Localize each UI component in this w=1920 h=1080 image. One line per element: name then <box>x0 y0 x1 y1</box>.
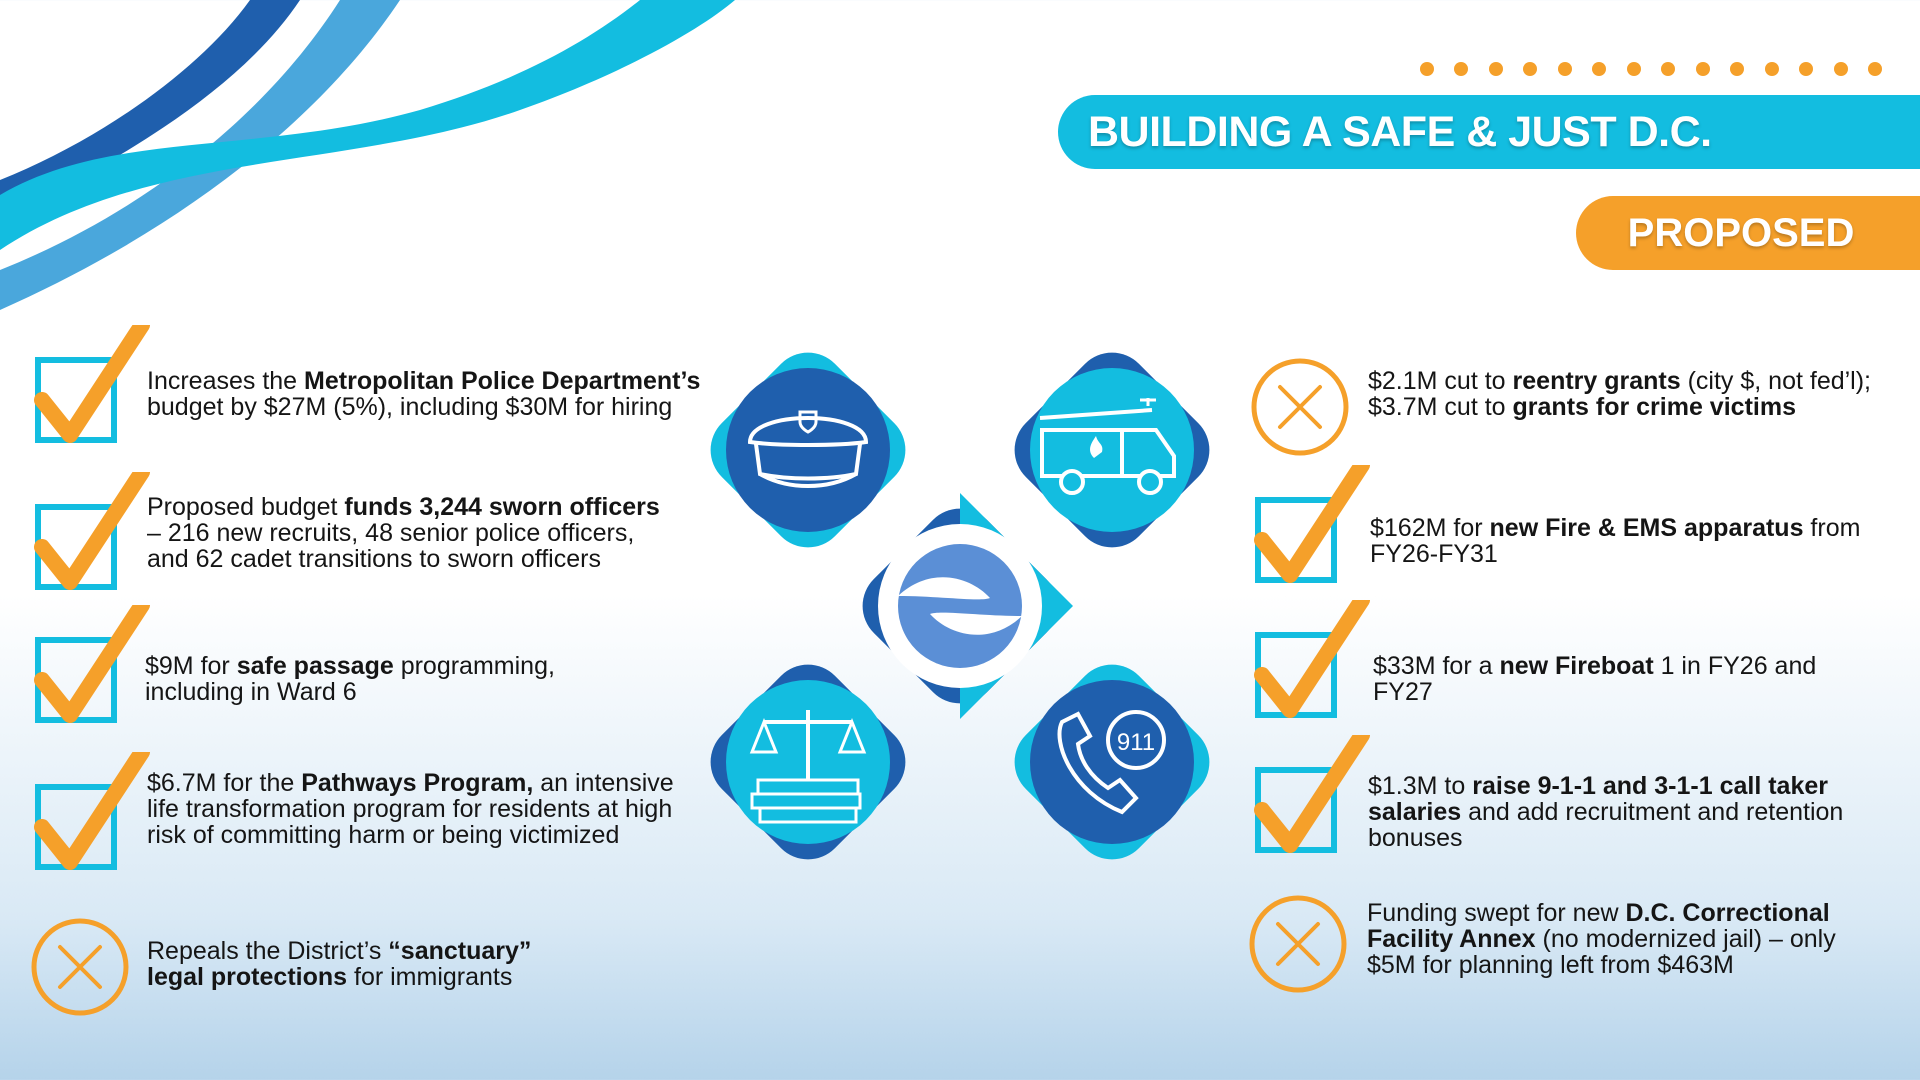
page-title: BUILDING A SAFE & JUST D.C. <box>1058 95 1920 169</box>
svg-text:911: 911 <box>1116 729 1156 756</box>
checkmark-icon <box>30 472 150 602</box>
list-item: $33M for a new Fireboat 1 in FY26 and FY27 <box>1373 652 1817 706</box>
decorative-ribbons <box>0 0 760 330</box>
cross-icon <box>28 915 132 1019</box>
police-cap-icon <box>695 337 921 563</box>
cross-icon <box>1246 892 1350 996</box>
checkmark-icon <box>1250 465 1370 595</box>
helping-hands-icon <box>847 493 1073 719</box>
checkmark-icon <box>30 605 150 735</box>
checkmark-icon <box>30 752 150 882</box>
list-item: $2.1M cut to reentry grants (city $, not fed’l); $3.7M cut to grants for crime victims <box>1368 367 1872 421</box>
status-badge: PROPOSED <box>1576 196 1920 270</box>
list-item: Funding swept for new D.C. Correctional Facility Annex (no modernized jail) – only $5M for planning left from $463M <box>1367 899 1836 979</box>
list-item: $162M for new Fire & EMS apparatus from FY26-FY31 <box>1370 514 1861 568</box>
scales-of-justice-icon <box>695 649 921 875</box>
list-item: $9M for safe passage programming, including in Ward 6 <box>145 652 555 706</box>
phone-911-icon <box>999 649 1225 875</box>
fire-truck-icon <box>999 337 1225 563</box>
list-item: Increases the Metropolitan Police Department’s budget by $27M (5%), including $30M for hiring <box>147 367 701 421</box>
list-item: Repeals the District’s “sanctuary” legal protections for immigrants <box>147 937 532 991</box>
decorative-dots <box>1420 62 1883 76</box>
cross-icon <box>1248 355 1352 459</box>
checkmark-icon <box>30 325 150 455</box>
list-item: Proposed budget funds 3,244 sworn officers – 216 new recruits, 48 senior police officers, and 62 cadet transitions to sworn officers <box>147 493 660 573</box>
checkmark-icon <box>1250 735 1370 865</box>
checkmark-icon <box>1250 600 1370 730</box>
list-item: $6.7M for the Pathways Program, an intensive life transformation program for residents at high risk of committing harm or being victimized <box>147 769 674 849</box>
center-icon-cluster <box>690 330 1230 890</box>
list-item: $1.3M to raise 9-1-1 and 3-1-1 call taker salaries and add recruitment and retention bonuses <box>1368 772 1844 852</box>
